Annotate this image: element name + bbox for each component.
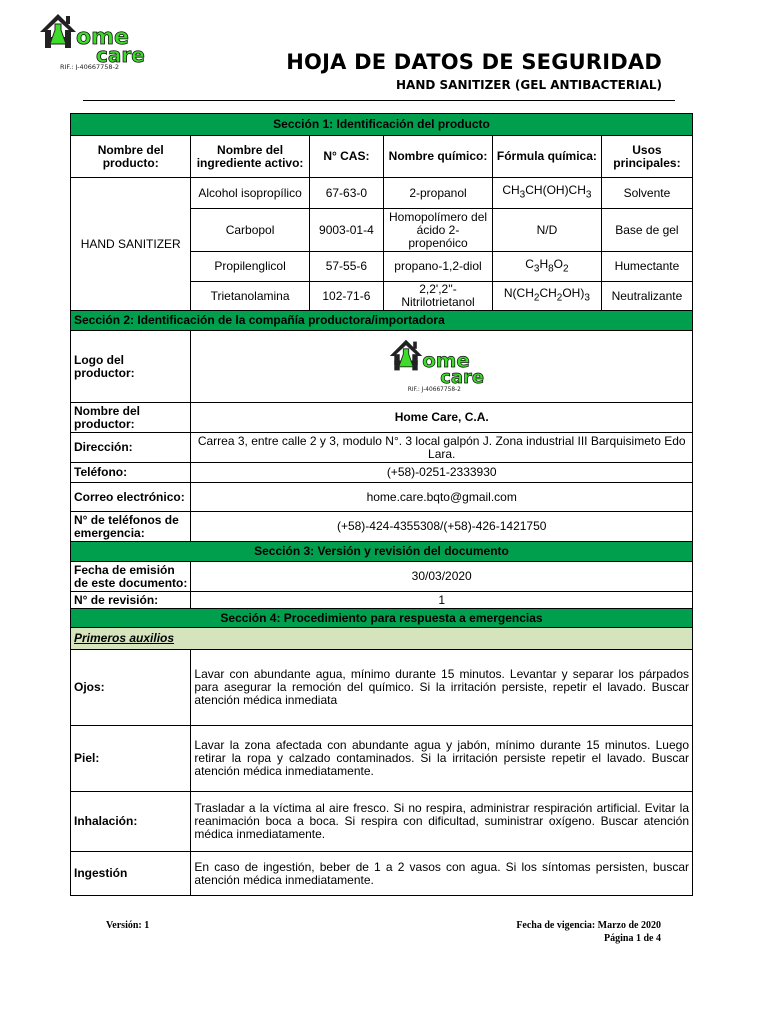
header-cas: N° CAS:	[309, 136, 383, 178]
document-subtitle: HAND SANITIZER (GEL ANTIBACTERIAL)	[396, 78, 662, 92]
cas-cell: 57-55-6	[309, 252, 383, 282]
footer-page-number: Página 1 de 4	[604, 933, 661, 944]
table-row	[71, 463, 693, 483]
ingestion-text: En caso de ingestión, beber de 1 a 2 vasos con agua. Si los síntomas persisten, buscar atención médica inmediatamente.	[191, 852, 693, 896]
home-care-logo-icon	[38, 10, 158, 70]
formula-cell: $CH_3CH(OH)CH_3$	[492, 178, 601, 209]
skin-label: Piel:	[71, 726, 191, 792]
producer-name-label: Nombre del productor:	[71, 403, 191, 433]
emergency-phones-label: N° de teléfonos de emergencia:	[71, 512, 191, 542]
ingredient-cell: Alcohol isopropílico	[191, 178, 309, 209]
chemical-cell: Homopolímero del ácido 2-propenóico	[384, 209, 493, 252]
use-cell: Base de gel	[601, 209, 692, 252]
inhalation-label: Inhalación:	[71, 792, 191, 852]
use-cell: Solvente	[601, 178, 692, 209]
formula-cell: $C_3H_8O_2$	[492, 252, 601, 282]
use-cell: Humectante	[601, 252, 692, 282]
section4-title: Sección 4: Procedimiento para respuesta a emergencias	[71, 609, 693, 628]
cas-cell: 67-63-0	[309, 178, 383, 209]
svg-text:RIF.: J-40667758-2: RIF.: J-40667758-2	[407, 387, 461, 394]
table-row	[71, 403, 693, 433]
product-name-value: HAND SANITIZER	[71, 178, 191, 311]
table-row	[71, 433, 693, 463]
phone-value: (+58)-0251-2333930	[191, 463, 693, 483]
eyes-text: Lavar con abundante agua, mínimo durante 15 minutos. Levantar y separar los párpados para asegurar la remoción del químico. Si la irritación persiste, repetir el lavado. Buscar atención médica inmediata	[191, 650, 693, 726]
cas-cell: 9003-01-4	[309, 209, 383, 252]
section1-header-row	[71, 136, 693, 178]
section1-title: Sección 1: Identificación del producto	[71, 114, 693, 136]
table-row	[71, 726, 693, 792]
revision-value: 1	[191, 592, 693, 609]
header-chemical-name: Nombre químico:	[384, 136, 493, 178]
address-value: Carrea 3, entre calle 2 y 3, modulo N°. 3 local galpón J. Zona industrial III Barquisimeto Edo Lara.	[191, 433, 693, 463]
section3-title: Sección 3: Versión y revisión del documento	[71, 542, 693, 562]
email-value: home.care.bqto@gmail.com	[191, 483, 693, 512]
table-row	[71, 512, 693, 542]
cas-cell: 102-71-6	[309, 282, 383, 311]
chemical-cell: propano-1,2-diol	[384, 252, 493, 282]
svg-text:care: care	[439, 367, 484, 388]
first-aid-subtitle: Primeros auxilios	[71, 628, 693, 650]
table-row	[71, 331, 693, 403]
svg-text:care: care	[96, 43, 145, 67]
table-row	[71, 592, 693, 609]
use-cell: Neutralizante	[601, 282, 692, 311]
chemical-cell: 2,2',2''-Nitrilotrietanol	[384, 282, 493, 311]
address-label: Dirección:	[71, 433, 191, 463]
inhalation-text: Trasladar a la víctima al aire fresco. Si no respira, administrar respiración artificial. Evitar la reanimación boca a boca. Si respira con dificultad, suministrar oxígeno. Buscar atención médica inmediatamente.	[191, 792, 693, 852]
issue-date-label: Fecha de emisión de este documento:	[71, 562, 191, 592]
table-row	[71, 562, 693, 592]
header-product-name: Nombre del producto:	[71, 136, 191, 178]
section2-title: Sección 2: Identificación de la compañía productora/importadora	[71, 311, 693, 331]
table-row	[71, 650, 693, 726]
company-logo	[38, 10, 158, 70]
emergency-phones-value: (+58)-424-4355308/(+58)-426-1421750	[191, 512, 693, 542]
email-label: Correo electrónico:	[71, 483, 191, 512]
header-ingredient: Nombre del ingrediente activo:	[191, 136, 309, 178]
skin-text: Lavar la zona afectada con abundante agua y jabón, mínimo durante 15 minutos. Luego retirar la ropa y calzado contaminados. Si la irritación persiste repetir el lavado. Buscar atención médica inmediatamente.	[191, 726, 693, 792]
table-row	[71, 483, 693, 512]
svg-text:ome: ome	[76, 25, 129, 50]
table-row	[71, 852, 693, 896]
phone-label: Teléfono:	[71, 463, 191, 483]
home-care-logo-icon	[388, 335, 496, 395]
ingredient-cell: Propilenglicol	[191, 252, 309, 282]
table-row	[71, 178, 693, 209]
header-divider	[83, 100, 675, 101]
formula-cell: N/D	[492, 209, 601, 252]
ingredient-cell: Trietanolamina	[191, 282, 309, 311]
eyes-label: Ojos:	[71, 650, 191, 726]
producer-logo-cell	[191, 331, 693, 403]
header-uses: Usos principales:	[601, 136, 692, 178]
footer-validity-date: Fecha de vigencia: Marzo de 2020	[516, 920, 661, 931]
formula-cell: $N(CH_2CH_2OH)_3$	[492, 282, 601, 311]
footer-version: Versión: 1	[106, 920, 150, 931]
ingredient-cell: Carbopol	[191, 209, 309, 252]
table-row	[71, 792, 693, 852]
revision-label: N° de revisión:	[71, 592, 191, 609]
issue-date-value: 30/03/2020	[191, 562, 693, 592]
document-title: HOJA DE DATOS DE SEGURIDAD	[286, 50, 662, 74]
producer-logo-label: Logo del productor:	[71, 331, 191, 403]
chemical-cell: 2-propanol	[384, 178, 493, 209]
header-formula: Fórmula química:	[492, 136, 601, 178]
ingestion-label: Ingestión	[71, 852, 191, 896]
svg-text:RIF.: J-40667758-2: RIF.: J-40667758-2	[60, 63, 120, 70]
producer-name-value: Home Care, C.A.	[191, 403, 693, 433]
svg-text:ome: ome	[421, 348, 470, 372]
safety-data-table	[70, 113, 693, 896]
